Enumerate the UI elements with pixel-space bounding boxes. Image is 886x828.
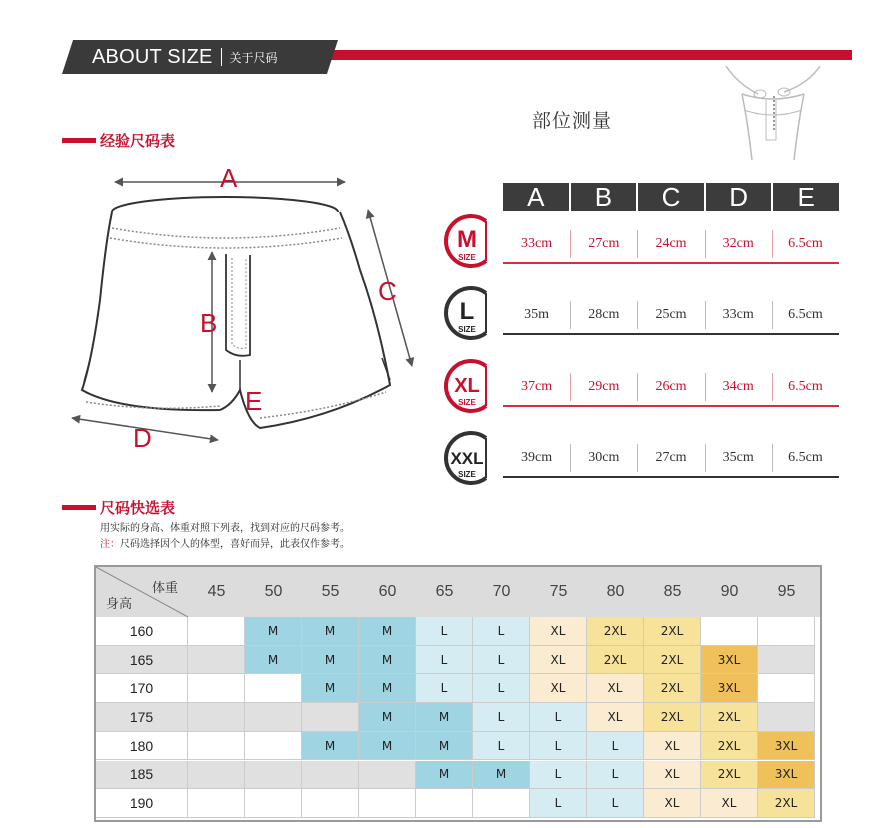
quick-section-title (62, 497, 175, 518)
size-cell: L (416, 617, 473, 646)
size-cell: 2XL (644, 674, 701, 703)
svg-text:L: L (459, 298, 475, 325)
measure-row-xxl (503, 440, 839, 478)
weight-header-95: 95 (777, 583, 796, 600)
size-cell: 2XL (644, 617, 701, 646)
size-cell: L (587, 789, 644, 818)
size-cell: M (359, 617, 416, 646)
size-cell: XL (530, 617, 587, 646)
size-cell: L (530, 703, 587, 732)
size-cell: 2XL (758, 789, 815, 818)
svg-text:M: M (457, 226, 477, 253)
svg-text:SIZE: SIZE (458, 398, 476, 407)
measure-cell: 34cm (705, 369, 772, 405)
measuring-illustration (718, 64, 828, 164)
shorts-diagram (60, 160, 420, 460)
svg-text:SIZE: SIZE (458, 470, 476, 479)
section-bar (62, 138, 96, 143)
measure-cell: 25cm (637, 297, 704, 333)
weight-header-60: 60 (378, 583, 397, 600)
measure-cell: 33cm (705, 297, 772, 333)
size-cell (416, 789, 473, 818)
size-cell: L (530, 732, 587, 761)
size-cell: 2XL (644, 646, 701, 675)
measure-cell: 28cm (570, 297, 637, 333)
size-cell: L (473, 617, 530, 646)
size-cell: M (359, 646, 416, 675)
size-cell: M (245, 646, 302, 675)
size-cell: L (587, 732, 644, 761)
measure-col-d: D (706, 183, 772, 211)
size-cell: 3XL (701, 674, 758, 703)
svg-text:XL: XL (454, 375, 480, 397)
size-cell: L (587, 761, 644, 790)
measure-cell: 32cm (705, 226, 772, 262)
height-cell-180: 180 (96, 732, 188, 761)
measure-cell: 35cm (705, 440, 772, 476)
size-cell (245, 703, 302, 732)
size-cell: L (530, 789, 587, 818)
measure-cell: 6.5cm (772, 369, 839, 405)
size-cell: 2XL (701, 703, 758, 732)
size-cell: M (359, 703, 416, 732)
measure-col-e: E (773, 183, 839, 211)
measure-cell: 6.5cm (772, 440, 839, 476)
size-cell: 3XL (758, 732, 815, 761)
size-cell (188, 761, 245, 790)
size-cell: M (302, 732, 359, 761)
header-title-en: ABOUT SIZE (92, 45, 213, 68)
size-cell (302, 789, 359, 818)
size-cell: XL (530, 646, 587, 675)
measure-col-a: A (503, 183, 569, 211)
size-cell: XL (530, 674, 587, 703)
label-a: A (220, 163, 238, 193)
size-cell (359, 761, 416, 790)
height-cell-185: 185 (96, 761, 188, 790)
experience-title-text: 经验尺码表 (100, 132, 176, 150)
measure-row-l (503, 297, 839, 335)
measure-cell: 29cm (570, 369, 637, 405)
weight-header-55: 55 (321, 583, 340, 600)
measure-cell: 35m (524, 307, 550, 322)
size-cell: XL (701, 789, 758, 818)
size-cell: 2XL (587, 617, 644, 646)
measure-col-b: B (571, 183, 637, 211)
size-cell: M (302, 674, 359, 703)
size-cell (758, 674, 815, 703)
size-cell: XL (644, 761, 701, 790)
weight-header-45: 45 (207, 583, 226, 600)
height-cell-175: 175 (96, 703, 188, 732)
size-cell: M (416, 703, 473, 732)
weight-header-80: 80 (606, 583, 625, 600)
size-cell (245, 674, 302, 703)
weight-header-85: 85 (663, 583, 682, 600)
size-cell: L (473, 646, 530, 675)
size-badge-l (440, 285, 496, 341)
label-d: D (133, 423, 152, 453)
size-cell: L (416, 674, 473, 703)
size-cell (188, 617, 245, 646)
size-cell: 2XL (587, 646, 644, 675)
height-cell-190: 190 (96, 789, 188, 818)
experience-section-title (62, 130, 175, 151)
size-cell (188, 646, 245, 675)
disclaimer-label: 注： (100, 539, 120, 550)
size-cell: 2XL (644, 703, 701, 732)
measure-cell: 30cm (570, 440, 637, 476)
height-cell-165: 165 (96, 646, 188, 675)
svg-text:SIZE: SIZE (458, 253, 476, 262)
size-badge-m (440, 213, 496, 269)
disclaimer-text: 尺码选择因个人的体型，喜好而异，此表仅作参考。 (120, 539, 350, 550)
measure-cell: 6.5cm (772, 226, 839, 262)
size-cell (359, 789, 416, 818)
size-cell: XL (587, 674, 644, 703)
measure-cell: 33cm (521, 236, 553, 251)
size-cell: L (530, 761, 587, 790)
quick-size-table (94, 565, 822, 822)
measure-row-xl (503, 369, 839, 407)
header-divider (221, 48, 222, 66)
usage-note: 用实际的身高、体重对照下列表，找到对应的尺码参考。 (100, 523, 350, 534)
size-cell (188, 789, 245, 818)
header-title-cn: 关于尺码 (229, 50, 278, 65)
weight-header-70: 70 (492, 583, 511, 600)
measure-col-c: C (638, 183, 704, 211)
measure-row-m (503, 226, 839, 264)
size-cell: XL (644, 789, 701, 818)
size-cell: M (416, 732, 473, 761)
size-cell: L (416, 646, 473, 675)
size-cell (758, 703, 815, 732)
size-cell: L (473, 732, 530, 761)
size-cell: 2XL (701, 732, 758, 761)
label-e: E (245, 386, 263, 416)
header-title (92, 42, 278, 72)
measure-title: 部位测量 (532, 110, 613, 132)
measure-cell: 24cm (637, 226, 704, 262)
size-cell: M (245, 617, 302, 646)
size-cell: M (359, 732, 416, 761)
measure-cell: 37cm (521, 379, 553, 394)
weight-header-65: 65 (435, 583, 454, 600)
disclaimer-note (100, 535, 350, 550)
section-bar (62, 505, 96, 510)
size-cell (188, 674, 245, 703)
size-badge-xxl (440, 430, 496, 486)
weight-header-50: 50 (264, 583, 283, 600)
size-cell: M (473, 761, 530, 790)
measure-table-header (503, 183, 839, 211)
size-badge-xl (440, 358, 496, 414)
size-cell (188, 703, 245, 732)
weight-label: 体重 (152, 581, 179, 596)
size-cell: XL (587, 703, 644, 732)
size-cell (245, 761, 302, 790)
size-cell: 2XL (701, 761, 758, 790)
size-cell: M (302, 617, 359, 646)
size-cell (758, 646, 815, 675)
size-cell (758, 617, 815, 646)
size-cell: XL (644, 732, 701, 761)
height-label: 身高 (106, 597, 133, 612)
measure-cell: 6.5cm (772, 297, 839, 333)
size-cell: L (473, 674, 530, 703)
measure-cell: 39cm (521, 450, 553, 465)
height-cell-170: 170 (96, 674, 188, 703)
svg-text:SIZE: SIZE (458, 325, 476, 334)
size-cell (188, 732, 245, 761)
size-cell: 3XL (758, 761, 815, 790)
measure-cell: 26cm (637, 369, 704, 405)
weight-header-90: 90 (720, 583, 739, 600)
weight-header-75: 75 (549, 583, 568, 600)
size-cell (473, 789, 530, 818)
size-cell (302, 703, 359, 732)
size-cell (245, 732, 302, 761)
size-cell (302, 761, 359, 790)
measure-cell: 27cm (637, 440, 704, 476)
size-cell: M (416, 761, 473, 790)
size-cell: M (302, 646, 359, 675)
quick-title-text: 尺码快选表 (100, 499, 176, 517)
size-cell: M (359, 674, 416, 703)
size-cell (245, 789, 302, 818)
size-cell: L (473, 703, 530, 732)
svg-text:XXL: XXL (450, 449, 484, 468)
measure-cell: 27cm (570, 226, 637, 262)
label-b: B (200, 308, 218, 338)
size-cell (701, 617, 758, 646)
height-cell-160: 160 (96, 617, 188, 646)
shorts-body (82, 212, 390, 428)
label-c: C (378, 276, 397, 306)
size-cell: 3XL (701, 646, 758, 675)
